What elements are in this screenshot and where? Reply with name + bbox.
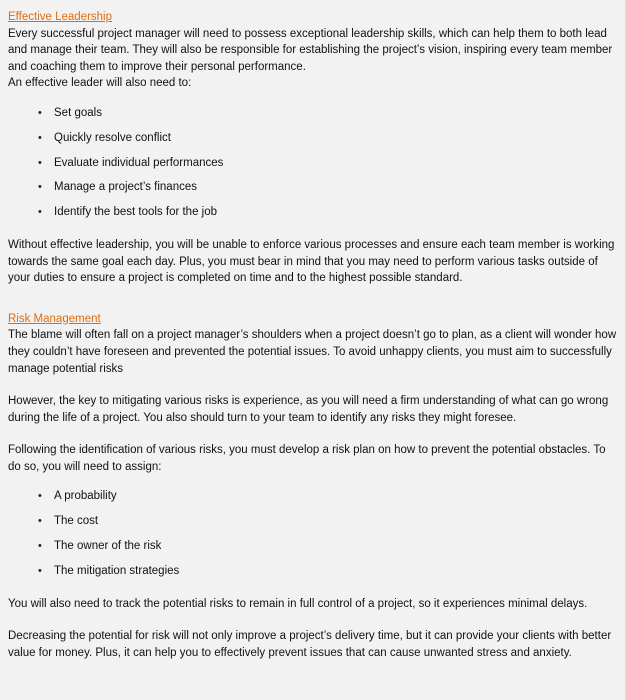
list-item [38, 179, 617, 204]
list-item-text: Set goals [54, 106, 102, 119]
heading-effective-leadership: Effective Leadership [8, 11, 112, 23]
section-risk-management [8, 311, 617, 662]
list-item [38, 538, 617, 563]
list-item [38, 513, 617, 538]
risk-intro-paragraph: The blame will often fall on a project manager’s shoulders when a project doesn’t go to plan, as a client will wonder how they couldn’t have foreseen and prevented the potential issues. To avoid unhappy clients, you must aim to successfully manage potential risks [8, 329, 617, 375]
paragraph-spacer [8, 612, 617, 628]
risk-paragraph-experience: However, the key to mitigating various risks is experience, as you will need a firm understanding of what can go wrong during the life of a project. You also should turn to your team to identify any risks they might foresee. [8, 395, 609, 424]
bullet-icon: • [38, 564, 42, 577]
list-item-text: Quickly resolve conflict [54, 131, 171, 144]
bullet-icon: • [38, 181, 42, 194]
leadership-bullet-list [8, 105, 617, 229]
section-effective-leadership [8, 9, 617, 287]
list-item [38, 155, 617, 180]
section-spacer [8, 287, 617, 311]
risk-paragraph-value: Decreasing the potential for risk will not only improve a project’s delivery time, but it can provide your clients with better value for money. Plus, it can help you to effectively prevent issues that can cause unwanted stress and anxiety. [8, 630, 612, 659]
list-item [38, 204, 617, 229]
bullet-icon: • [38, 156, 42, 169]
list-item [38, 130, 617, 155]
list-item-text: Identify the best tools for the job [54, 206, 218, 219]
list-item-text: Evaluate individual performances [54, 156, 224, 169]
leadership-intro-paragraph: Every successful project manager will need to possess exceptional leadership skills, which can help them to both lead and manage their team. They will also be responsible for establishing the project’s vision, inspiring every team member and coaching them to improve their personal performance. [8, 27, 613, 73]
bullet-icon: • [38, 206, 42, 219]
leadership-closing-paragraph: Without effective leadership, you will be unable to enforce various processes and ensure each team member is working towards the same goal each day. Plus, you must bear in mind that you may need to perform various tasks outside of your duties to ensure a project is completed on time and to the highest possible standard. [8, 238, 615, 285]
bullet-icon: • [38, 515, 42, 528]
list-item [38, 563, 617, 588]
risk-bullet-list [8, 488, 617, 587]
paragraph-spacer [8, 377, 617, 393]
list-item-text: The mitigation strategies [54, 564, 180, 577]
bullet-icon: • [38, 131, 42, 144]
list-item-text: A probability [54, 490, 117, 503]
bullet-icon: • [38, 106, 42, 119]
paragraph-spacer [8, 426, 617, 442]
list-item-text: The cost [54, 515, 99, 528]
bullet-icon: • [38, 490, 42, 503]
list-item-text: Manage a project’s finances [54, 181, 197, 194]
leadership-lead-in: An effective leader will also need to: [8, 77, 192, 90]
list-item [38, 105, 617, 130]
bullet-icon: • [38, 540, 42, 553]
list-item-text: The owner of the risk [54, 540, 162, 553]
heading-risk-management: Risk Management [8, 312, 101, 325]
risk-paragraph-assign: Following the identification of various risks, you must develop a risk plan on how to prevent the potential obstacles. To do so, you will need to assign: [8, 444, 606, 473]
list-item [38, 488, 617, 513]
risk-paragraph-tracking: You will also need to track the potential risks to remain in full control of a project, so it experiences minimal delays. [8, 597, 588, 610]
